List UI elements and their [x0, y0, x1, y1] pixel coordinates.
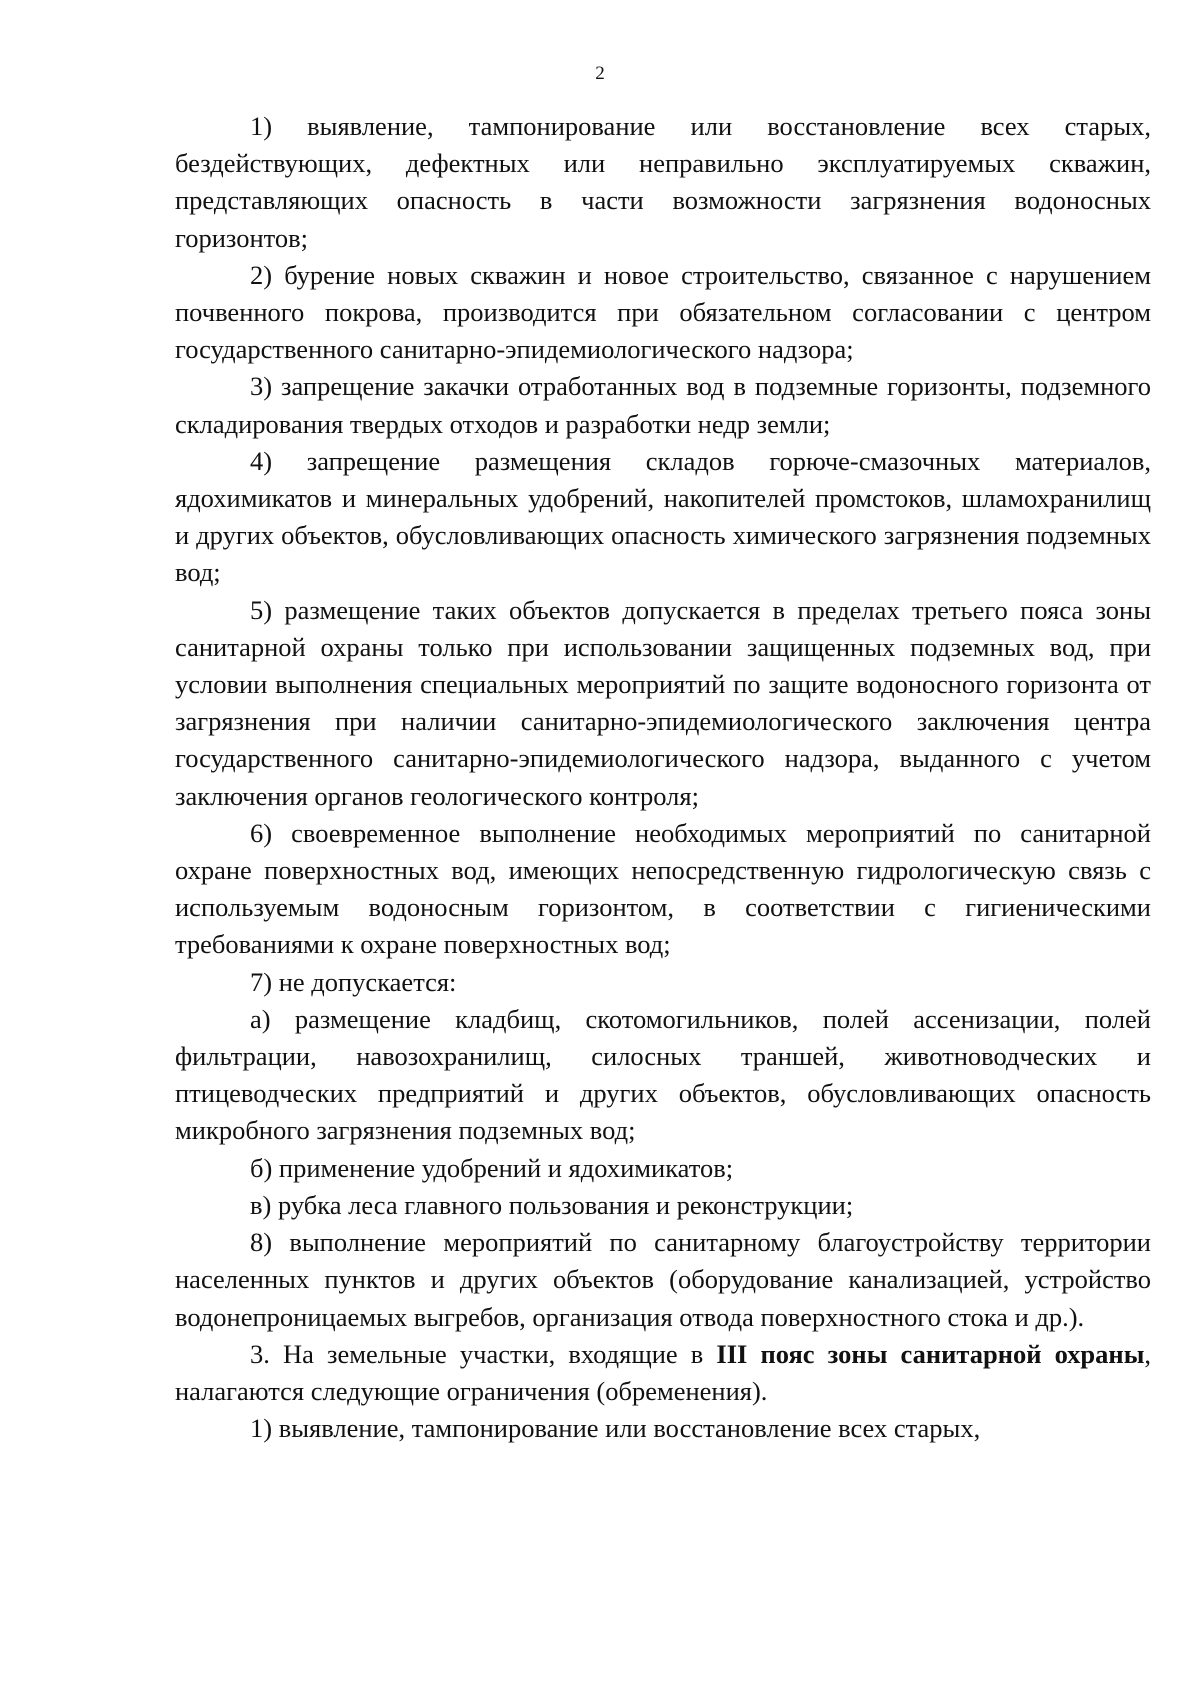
section-3-paragraph	[175, 1336, 1151, 1410]
section-3-text-start: 3. На земельные участки, входящие в	[250, 1338, 717, 1369]
paragraph-item-6: 6) своевременное выполнение необходимых мероприятий по санитарной охране поверхностных вод, имеющих непосредственную гидрологическую связь с используемым водоносным горизонтом, в соответствии с гигиеническими требованиями к охране поверхностных вод;	[175, 817, 1151, 960]
paragraph-item-8: 8) выполнение мероприятий по санитарному благоустройству территории населенных пунктов и других объектов (оборудование канализацией, устройство водонепроницаемых выгребов, организация отвода поверхностного стока и др.).	[175, 1227, 1151, 1332]
page-number: 2	[595, 63, 605, 84]
paragraph-subitem-a: а) размещение кладбищ, скотомогильников, полей ассенизации, полей фильтрации, навозохранилищ, силосных траншей, животноводческих и птицеводческих предприятий и других объектов, обусловливающих опасность микробного загрязнения подземных вод;	[175, 1003, 1151, 1146]
paragraph-item-5: 5) размещение таких объектов допускается в пределах третьего пояса зоны санитарной охраны только при использовании защищенных подземных вод, при условии выполнения специальных мероприятий по защите водоносного горизонта от загрязнения при наличии санитарно-эпидемиологического заключения центра государственного санитарно-эпидемиологического надзора, выданного с учетом заключения органов геологического контроля;	[175, 594, 1151, 811]
paragraph-item-4: 4) запрещение размещения складов горюче-смазочных материалов, ядохимикатов и минеральных удобрений, накопителей промстоков, шламохранилищ и других объектов, обусловливающих опасность химического загрязнения подземных вод;	[175, 445, 1151, 588]
paragraph-subitem-v: в) рубка леса главного пользования и реконструкции;	[250, 1189, 854, 1220]
section-3-zone-name: III пояс зоны санитарной охраны	[716, 1338, 1145, 1369]
paragraph-item-3: 3) запрещение закачки отработанных вод в подземные горизонты, подземного складирования твердых отходов и разработки недр земли;	[175, 371, 1151, 439]
paragraph-item-1-continued: 1) выявление, тампонирование или восстановление всех старых,	[250, 1413, 981, 1444]
paragraph-subitem-b: б) применение удобрений и ядохимикатов;	[250, 1152, 734, 1183]
document-body	[175, 108, 1151, 1447]
paragraph-item-2: 2) бурение новых скважин и новое строительство, связанное с нарушением почвенного покрова, производится при обязательном согласовании с центром государственного санитарно-эпидемиологического надзора;	[175, 259, 1151, 365]
section-3-text-end: , налагаются следующие ограничения (обременения).	[175, 1338, 1152, 1406]
paragraph-item-1: 1) выявление, тампонирование или восстановление всех старых, бездействующих, дефектных или неправильно эксплуатируемых скважин, представляющих опасность в части возможности загрязнения водоносных горизонтов;	[175, 111, 1151, 253]
paragraph-item-7: 7) не допускается:	[250, 966, 457, 997]
